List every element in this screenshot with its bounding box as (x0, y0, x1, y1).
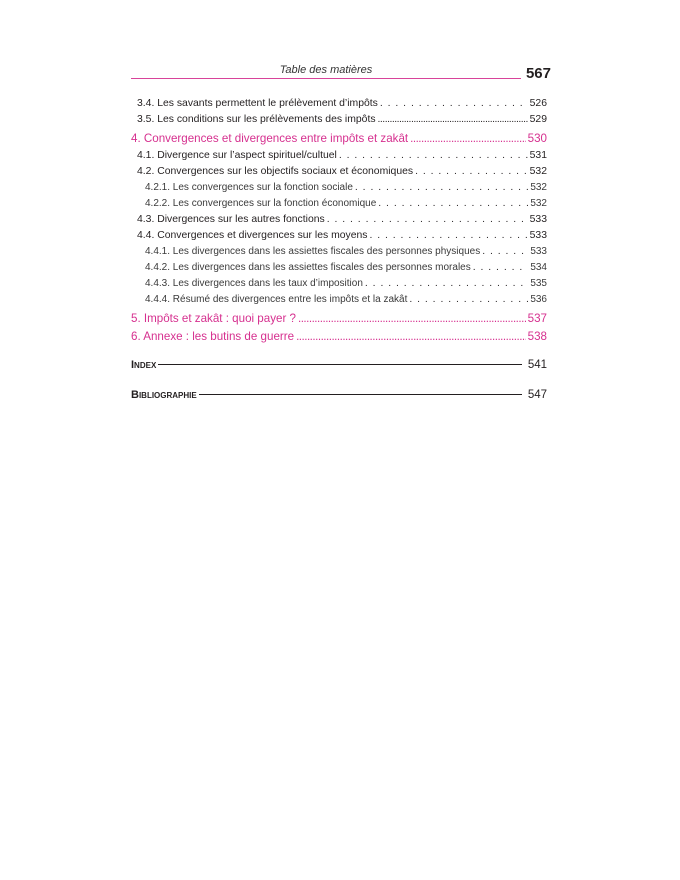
toc-subentry[interactable] (131, 244, 547, 260)
toc-entry-label: 4.1. Divergence sur l’aspect spirituel/cultuel (137, 150, 337, 161)
toc-entry-page: 532 (529, 166, 547, 177)
toc-subentry-label: 4.4.4. Résumé des divergences entre les impôts et la zakât (145, 294, 408, 305)
chapter-rule (199, 394, 522, 395)
toc-entry-label: 4.4. Convergences et divergences sur les moyens (137, 230, 368, 241)
page-number: 567 (525, 65, 551, 82)
dot-leader (380, 96, 528, 112)
table-of-contents (131, 96, 547, 406)
toc-section-page: 530 (527, 132, 547, 145)
toc-subentry[interactable] (131, 260, 547, 276)
dot-leader (298, 310, 526, 328)
dot-leader (327, 212, 528, 228)
toc-subentry-page: 533 (530, 246, 547, 257)
toc-section-page: 537 (527, 312, 547, 325)
dot-leader (415, 164, 528, 180)
dot-leader (473, 260, 529, 276)
toc-entry-page: 526 (529, 98, 547, 109)
toc-section-label: 4. Convergences et divergences entre impôts et zakât (131, 132, 409, 145)
toc-subentry-label: 4.4.1. Les divergences dans les assiettes fiscales des personnes physiques (145, 246, 481, 257)
toc-subentry-label: 4.4.3. Les divergences dans les taux d’imposition (145, 278, 363, 289)
dot-leader (339, 148, 528, 164)
toc-subentry-page: 534 (530, 262, 547, 273)
dot-leader (409, 292, 528, 308)
dot-leader (410, 130, 526, 148)
toc-entry-page: 529 (529, 114, 547, 125)
toc-entry-page: 533 (529, 214, 547, 225)
toc-subentry-label: 4.4.2. Les divergences dans les assiettes fiscales des personnes morales (145, 262, 471, 273)
toc-subentry[interactable] (131, 196, 547, 212)
toc-chapter-index[interactable] (131, 354, 547, 376)
toc-section-label: 5. Impôts et zakât : quoi payer ? (131, 312, 296, 325)
toc-entry[interactable] (131, 96, 547, 112)
toc-entry[interactable] (131, 228, 547, 244)
toc-subentry[interactable] (131, 180, 547, 196)
toc-entry[interactable] (131, 212, 547, 228)
toc-subentry-page: 532 (530, 198, 547, 209)
dot-leader (378, 112, 528, 128)
toc-subentry[interactable] (131, 292, 547, 308)
toc-section-label: 6. Annexe : les butins de guerre (131, 330, 295, 343)
toc-chapter-bibliographie[interactable] (131, 384, 547, 406)
toc-subentry[interactable] (131, 276, 547, 292)
toc-subentry-page: 536 (530, 294, 547, 305)
toc-chapter-page: 547 (527, 389, 547, 401)
toc-subentry-page: 532 (530, 182, 547, 193)
toc-chapter-label: Bibliographie (131, 389, 197, 401)
toc-entry-label: 4.2. Convergences sur les objectifs sociaux et économiques (137, 166, 414, 177)
toc-entry-page: 531 (529, 150, 547, 161)
toc-chapter-page: 541 (527, 359, 547, 371)
header-title: Table des matières (279, 64, 373, 76)
toc-section[interactable] (131, 328, 547, 346)
dot-leader (296, 328, 526, 346)
dot-leader (355, 180, 528, 196)
dot-leader (482, 244, 528, 260)
toc-entry-label: 3.5. Les conditions sur les prélèvements des impôts (137, 114, 376, 125)
toc-entry-page: 533 (529, 230, 547, 241)
chapter-rule (158, 364, 522, 365)
dot-leader (365, 276, 528, 292)
header-rule (131, 78, 521, 79)
toc-entry[interactable] (131, 148, 547, 164)
toc-subentry-label: 4.2.2. Les convergences sur la fonction économique (145, 198, 377, 209)
toc-section[interactable] (131, 130, 547, 148)
toc-entry-label: 3.4. Les savants permettent le prélèvement d’impôts (137, 98, 378, 109)
toc-section-page: 538 (527, 330, 547, 343)
toc-entry[interactable] (131, 112, 547, 128)
toc-subentry-page: 535 (530, 278, 547, 289)
toc-entry-label: 4.3. Divergences sur les autres fonctions (137, 214, 325, 225)
toc-chapter-label: Index (131, 359, 157, 371)
toc-subentry-label: 4.2.1. Les convergences sur la fonction sociale (145, 182, 353, 193)
dot-leader (369, 228, 527, 244)
toc-section[interactable] (131, 310, 547, 328)
toc-entry[interactable] (131, 164, 547, 180)
dot-leader (378, 196, 528, 212)
running-header (131, 62, 551, 84)
